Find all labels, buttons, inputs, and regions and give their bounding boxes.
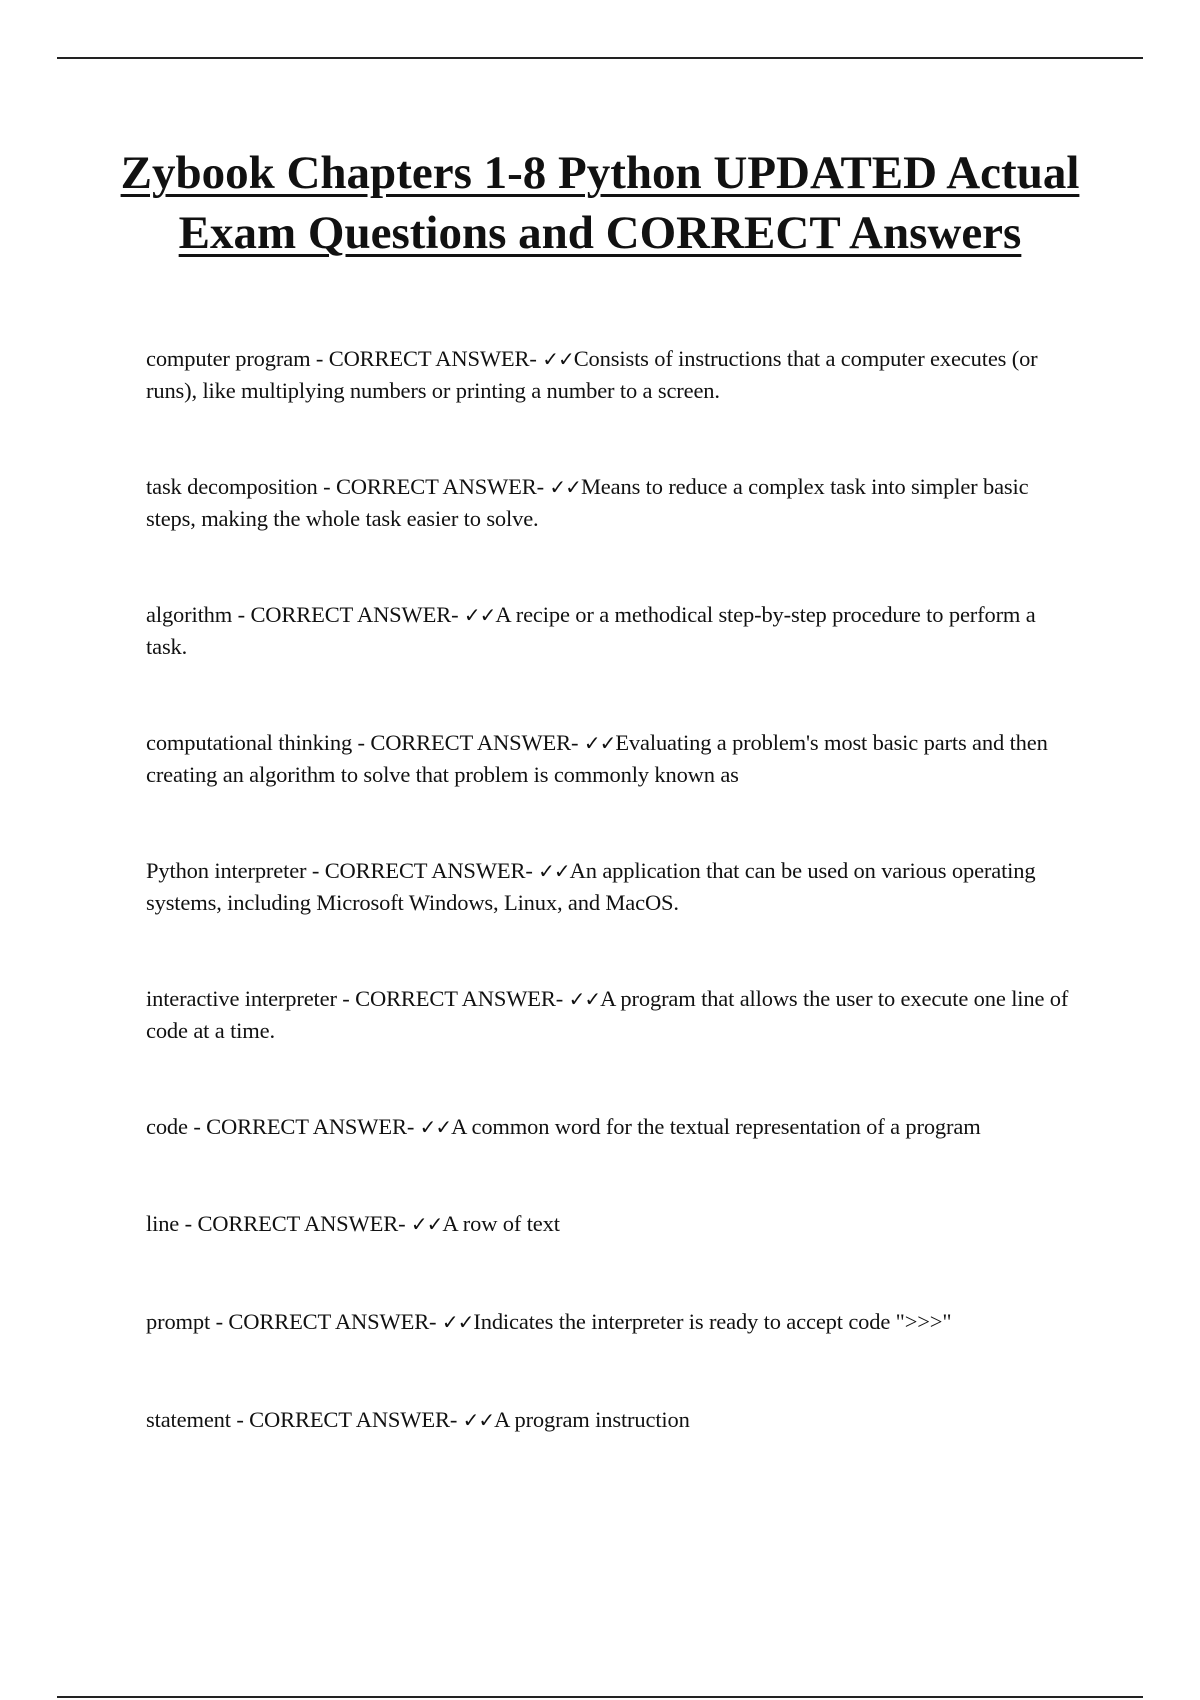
qa-term: code (146, 1114, 188, 1139)
double-check-icon: ✓✓ (568, 987, 601, 1011)
double-check-icon: ✓✓ (538, 859, 570, 883)
qa-separator: - (210, 1309, 229, 1334)
qa-separator: - (317, 474, 336, 499)
qa-answer: Consists of instructions that a computer executes (or runs), like multiplying numbers or printing a number to a screen. (146, 346, 1038, 403)
qa-item (146, 1208, 1076, 1240)
qa-item (146, 983, 1076, 1046)
qa-answer-marker: CORRECT ANSWER- (328, 346, 543, 371)
qa-answer: A row of text (442, 1211, 560, 1236)
qa-separator: - (232, 602, 251, 627)
qa-item (146, 727, 1076, 790)
qa-term: algorithm (146, 602, 233, 627)
qa-item (146, 471, 1076, 534)
double-check-icon: ✓✓ (549, 475, 581, 499)
qa-term: task decomposition (146, 474, 318, 499)
qa-answer-marker: CORRECT ANSWER- (370, 730, 584, 755)
qa-term: computational thinking (146, 730, 353, 755)
double-check-icon: ✓✓ (419, 1115, 452, 1139)
qa-answer-marker: CORRECT ANSWER- (197, 1211, 411, 1236)
qa-term: interactive interpreter (146, 986, 337, 1011)
double-check-icon: ✓✓ (463, 603, 496, 627)
qa-item (146, 1306, 1076, 1338)
qa-answer-marker: CORRECT ANSWER- (250, 602, 464, 627)
qa-answer: An application that can be used on various operating systems, including Microsoft Windows, Linux, and MacOS. (146, 858, 1036, 915)
qa-answer: A program instruction (494, 1407, 690, 1432)
double-check-icon: ✓✓ (410, 1212, 443, 1236)
qa-answer-marker: CORRECT ANSWER- (206, 1114, 420, 1139)
top-rule (57, 57, 1143, 59)
qa-term: computer program (146, 346, 311, 371)
qa-list (146, 343, 1076, 1501)
bottom-rule (57, 1696, 1143, 1698)
qa-answer: A program that allows the user to execute one line of code at a time. (146, 986, 1069, 1043)
double-check-icon: ✓✓ (462, 1408, 495, 1432)
qa-separator: - (352, 730, 371, 755)
qa-answer: Indicates the interpreter is ready to accept code ">>>" (473, 1309, 952, 1334)
qa-answer-marker: CORRECT ANSWER- (335, 474, 550, 499)
qa-term: prompt (146, 1309, 211, 1334)
double-check-icon: ✓✓ (583, 731, 616, 755)
double-check-icon: ✓✓ (542, 347, 574, 371)
qa-item (146, 343, 1076, 406)
document-title: Zybook Chapters 1-8 Python UPDATED Actual Exam Questions and CORRECT Answers (120, 147, 1080, 259)
qa-separator: - (306, 858, 325, 883)
qa-answer: Evaluating a problem's most basic parts and then creating an algorithm to solve that problem is commonly known as (146, 730, 1048, 787)
qa-answer-marker: CORRECT ANSWER- (249, 1407, 463, 1432)
qa-answer-marker: CORRECT ANSWER- (228, 1309, 442, 1334)
qa-item (146, 1111, 1076, 1143)
double-check-icon: ✓✓ (441, 1310, 474, 1334)
qa-answer-marker: CORRECT ANSWER- (324, 858, 539, 883)
qa-term: Python interpreter (146, 858, 307, 883)
qa-separator: - (230, 1407, 250, 1432)
qa-item (146, 855, 1076, 918)
qa-item (146, 1404, 1076, 1436)
qa-answer: A common word for the textual representation of a program (451, 1114, 981, 1139)
qa-answer: Means to reduce a complex task into simpler basic steps, making the whole task easier to solve. (146, 474, 1029, 531)
qa-separator: - (336, 986, 356, 1011)
qa-term: statement (146, 1407, 231, 1432)
qa-answer-marker: CORRECT ANSWER- (355, 986, 569, 1011)
qa-term: line (146, 1211, 180, 1236)
qa-separator: - (187, 1114, 207, 1139)
qa-separator: - (179, 1211, 198, 1236)
qa-answer: A recipe or a methodical step-by-step procedure to perform a task. (146, 602, 1036, 659)
qa-item (146, 599, 1076, 662)
qa-separator: - (310, 346, 329, 371)
